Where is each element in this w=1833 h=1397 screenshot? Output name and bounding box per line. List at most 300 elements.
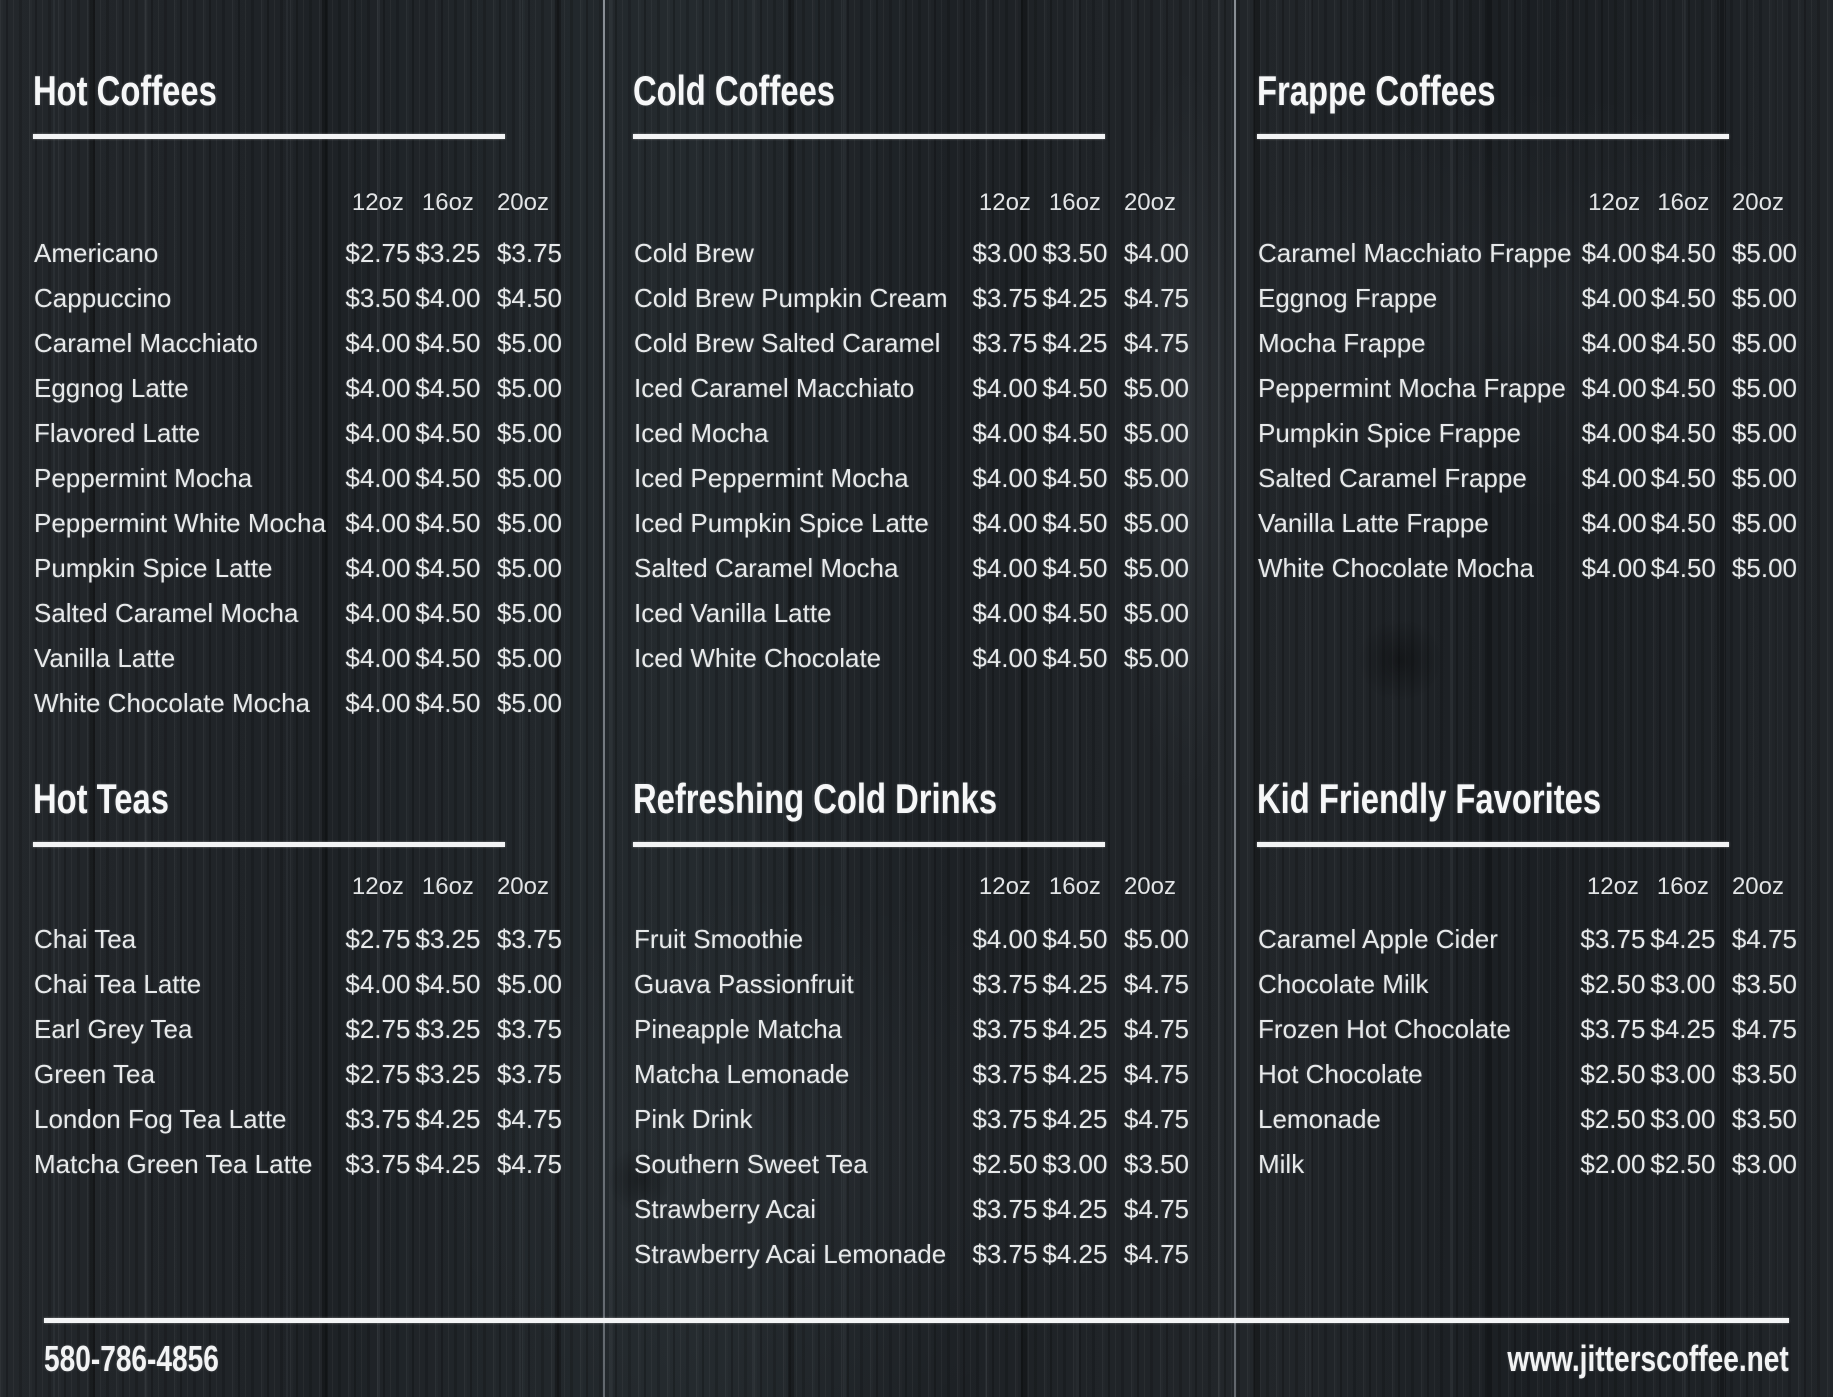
item-price-12oz: $4.00 [972, 373, 1038, 403]
website-url: www.jitterscoffee.net [1507, 1338, 1789, 1379]
item-price-12oz: $4.00 [345, 328, 411, 358]
item-price-20oz: $5.00 [496, 553, 562, 583]
item-price-20oz: $4.75 [1731, 924, 1797, 954]
item-price-16oz: $3.00 [1650, 969, 1716, 999]
item-price-12oz: $2.50 [972, 1149, 1038, 1179]
item-price-20oz: $5.00 [1123, 418, 1189, 448]
section-title: Cold Coffees [633, 67, 836, 114]
item-name: Lemonade [1258, 1104, 1381, 1134]
item-price-12oz: $4.00 [1581, 238, 1647, 268]
item-price-12oz: $4.00 [972, 924, 1038, 954]
item-price-16oz: $4.25 [415, 1104, 481, 1134]
menu-item-row [33, 1142, 563, 1187]
item-price-20oz: $3.50 [1123, 1149, 1189, 1179]
item-name: Matcha Green Tea Latte [34, 1149, 313, 1179]
item-name: Cappuccino [34, 283, 172, 313]
phone-number: 580-786-4856 [44, 1338, 219, 1379]
item-price-12oz: $2.00 [1580, 1149, 1646, 1179]
item-name: Cold Brew Salted Caramel [634, 328, 941, 358]
item-name: Eggnog Frappe [1258, 283, 1438, 313]
item-price-20oz: $5.00 [496, 969, 562, 999]
item-price-16oz: $4.00 [415, 283, 481, 313]
item-name: Southern Sweet Tea [634, 1149, 868, 1179]
item-name: Chai Tea [34, 924, 137, 954]
item-price-20oz: $3.00 [1731, 1149, 1797, 1179]
item-price-16oz: $4.50 [415, 508, 481, 538]
item-name: White Chocolate Mocha [1258, 553, 1535, 583]
item-price-12oz: $3.75 [972, 1104, 1038, 1134]
item-name: Cold Brew [634, 238, 754, 268]
item-price-20oz: $5.00 [496, 463, 562, 493]
item-price-20oz: $3.75 [496, 238, 562, 268]
item-price-12oz: $4.00 [1581, 283, 1647, 313]
item-name: Earl Grey Tea [34, 1014, 193, 1044]
item-price-20oz: $4.00 [1123, 238, 1189, 268]
section-frappe-coffees [1257, 67, 1798, 591]
menu-item-row [33, 636, 563, 681]
size-header-16oz: 16oz [1048, 873, 1101, 900]
item-price-20oz: $5.00 [496, 508, 562, 538]
size-header-16oz: 16oz [1656, 873, 1709, 900]
size-header-16oz: 16oz [1048, 189, 1101, 216]
item-price-16oz: $4.50 [415, 418, 481, 448]
item-price-12oz: $2.75 [345, 1014, 411, 1044]
menu-item-row [1257, 276, 1798, 321]
size-header-20oz: 20oz [1731, 873, 1784, 900]
item-name: Pineapple Matcha [634, 1014, 843, 1044]
menu-item-row [633, 1232, 1190, 1277]
size-header-12oz: 12oz [978, 873, 1031, 900]
size-header-row [33, 139, 563, 231]
price-table [1257, 139, 1798, 591]
item-price-16oz: $4.50 [1042, 924, 1108, 954]
item-price-20oz: $5.00 [1731, 283, 1797, 313]
menu-item-row [633, 501, 1190, 546]
item-price-16oz: $4.50 [1042, 508, 1108, 538]
menu-item-row [1257, 321, 1798, 366]
item-price-12oz: $2.50 [1580, 1104, 1646, 1134]
column-divider [603, 0, 605, 1397]
size-header-12oz: 12oz [1588, 189, 1641, 216]
item-price-12oz: $4.00 [972, 598, 1038, 628]
item-name: Caramel Macchiato Frappe [1258, 238, 1572, 268]
size-header-20oz: 20oz [1123, 189, 1176, 216]
item-price-16oz: $4.25 [1042, 969, 1108, 999]
item-price-12oz: $4.00 [1581, 508, 1647, 538]
item-name: London Fog Tea Latte [34, 1104, 287, 1134]
item-price-20oz: $3.75 [496, 924, 562, 954]
menu-item-row [33, 1052, 563, 1097]
item-name: Iced Pumpkin Spice Latte [634, 508, 929, 538]
item-price-12oz: $3.00 [972, 238, 1038, 268]
item-price-16oz: $4.50 [415, 598, 481, 628]
item-name: Cold Brew Pumpkin Cream [634, 283, 948, 313]
menu-item-row [33, 276, 563, 321]
menu-item-row [33, 681, 563, 726]
item-name: Flavored Latte [34, 418, 201, 448]
section-cold-coffees [633, 67, 1190, 681]
item-price-20oz: $4.75 [1123, 1194, 1189, 1224]
section-title: Kid Friendly Favorites [1257, 775, 1602, 822]
item-price-16oz: $4.25 [1042, 1239, 1108, 1269]
item-price-20oz: $4.75 [1123, 1059, 1189, 1089]
item-price-12oz: $2.50 [1580, 1059, 1646, 1089]
item-price-20oz: $3.75 [496, 1059, 562, 1089]
item-price-20oz: $3.75 [496, 1014, 562, 1044]
section-title: Frappe Coffees [1257, 67, 1496, 114]
menu-item-row [633, 321, 1190, 366]
item-price-20oz: $5.00 [496, 373, 562, 403]
section-hot-coffees [33, 67, 563, 726]
item-price-16oz: $4.25 [1042, 1194, 1108, 1224]
menu-item-row [633, 636, 1190, 681]
item-price-12oz: $4.00 [972, 418, 1038, 448]
price-table [633, 847, 1190, 1277]
menu-item-row [1257, 1052, 1798, 1097]
item-price-16oz: $3.00 [1042, 1149, 1108, 1179]
item-price-16oz: $4.25 [415, 1149, 481, 1179]
item-price-20oz: $5.00 [496, 328, 562, 358]
item-price-16oz: $4.50 [415, 553, 481, 583]
item-price-20oz: $4.50 [496, 283, 562, 313]
menu-item-row [1257, 501, 1798, 546]
item-name: Hot Chocolate [1258, 1059, 1423, 1089]
item-price-20oz: $5.00 [1731, 418, 1797, 448]
item-price-16oz: $4.50 [415, 373, 481, 403]
item-price-12oz: $4.00 [972, 553, 1038, 583]
item-price-16oz: $4.50 [415, 328, 481, 358]
item-price-12oz: $4.00 [345, 643, 411, 673]
item-price-12oz: $3.75 [972, 328, 1038, 358]
item-price-20oz: $3.50 [1731, 969, 1797, 999]
size-header-20oz: 20oz [1731, 189, 1784, 216]
item-price-12oz: $3.75 [972, 1059, 1038, 1089]
item-price-12oz: $2.75 [345, 238, 411, 268]
item-price-20oz: $5.00 [496, 643, 562, 673]
item-price-12oz: $4.00 [345, 418, 411, 448]
footer-row [44, 1339, 1789, 1379]
item-price-12oz: $3.75 [972, 969, 1038, 999]
menu-item-row [633, 591, 1190, 636]
item-name: Vanilla Latte Frappe [1258, 508, 1489, 538]
item-name: Matcha Lemonade [634, 1059, 850, 1089]
menu-item-row [33, 321, 563, 366]
section-title: Hot Teas [33, 775, 169, 822]
item-price-16oz: $2.50 [1650, 1149, 1716, 1179]
item-price-12oz: $4.00 [345, 463, 411, 493]
item-price-20oz: $5.00 [1731, 373, 1797, 403]
item-price-20oz: $5.00 [1123, 924, 1189, 954]
menu-item-row [1257, 231, 1798, 276]
item-name: Pumpkin Spice Latte [34, 553, 273, 583]
item-price-12oz: $3.75 [972, 1194, 1038, 1224]
menu-item-row [633, 1097, 1190, 1142]
item-price-20oz: $4.75 [1123, 969, 1189, 999]
menu-item-row [1257, 1142, 1798, 1187]
menu-item-row [633, 917, 1190, 962]
item-price-16oz: $4.50 [1650, 553, 1716, 583]
item-price-20oz: $5.00 [496, 688, 562, 718]
menu-item-row [1257, 546, 1798, 591]
menu-item-row [33, 456, 563, 501]
item-price-12oz: $4.00 [345, 508, 411, 538]
item-price-16oz: $4.25 [1042, 283, 1108, 313]
item-price-20oz: $5.00 [1123, 553, 1189, 583]
item-price-12oz: $4.00 [345, 373, 411, 403]
item-price-12oz: $2.50 [1580, 969, 1646, 999]
item-price-16oz: $4.50 [415, 688, 481, 718]
item-name: Pumpkin Spice Frappe [1258, 418, 1522, 448]
item-name: Mocha Frappe [1258, 328, 1426, 358]
menu-item-row [633, 276, 1190, 321]
item-price-16oz: $4.25 [1042, 328, 1108, 358]
item-price-20oz: $3.50 [1731, 1059, 1797, 1089]
size-header-spacer [33, 847, 343, 917]
item-price-16oz: $4.50 [1650, 508, 1716, 538]
item-price-20oz: $4.75 [1123, 328, 1189, 358]
item-price-12oz: $3.75 [1580, 1014, 1646, 1044]
menu-item-row [1257, 1097, 1798, 1142]
item-name: Caramel Macchiato [34, 328, 258, 358]
item-price-20oz: $5.00 [1731, 463, 1797, 493]
item-price-16oz: $4.50 [1650, 238, 1716, 268]
item-price-20oz: $5.00 [1731, 238, 1797, 268]
section-title: Hot Coffees [33, 67, 217, 114]
item-name: Vanilla Latte [34, 643, 176, 673]
size-header-spacer [1257, 847, 1578, 917]
size-header-16oz: 16oz [421, 189, 474, 216]
item-price-12oz: $3.75 [345, 1149, 411, 1179]
menu-item-row [1257, 962, 1798, 1007]
item-price-16oz: $4.25 [1650, 924, 1716, 954]
item-price-16oz: $3.25 [415, 924, 481, 954]
item-price-12oz: $3.75 [1580, 924, 1646, 954]
item-price-16oz: $3.50 [1042, 238, 1108, 268]
item-price-20oz: $4.75 [496, 1149, 562, 1179]
item-price-16oz: $4.50 [1042, 373, 1108, 403]
item-price-20oz: $5.00 [1731, 508, 1797, 538]
item-price-12oz: $4.00 [972, 643, 1038, 673]
section-hot-teas [33, 775, 563, 1187]
menu-item-row [633, 231, 1190, 276]
item-price-12oz: $4.00 [345, 688, 411, 718]
item-price-20oz: $4.75 [1123, 283, 1189, 313]
size-header-row [1257, 847, 1798, 917]
menu-item-row [1257, 456, 1798, 501]
menu-item-row [1257, 1007, 1798, 1052]
menu-item-row [633, 962, 1190, 1007]
size-header-spacer [633, 139, 970, 231]
item-price-12oz: $3.75 [972, 283, 1038, 313]
menu-item-row [33, 591, 563, 636]
item-price-16oz: $3.25 [415, 238, 481, 268]
menu-item-row [1257, 366, 1798, 411]
item-price-16oz: $4.50 [1042, 553, 1108, 583]
item-price-20oz: $5.00 [496, 598, 562, 628]
item-price-16oz: $3.00 [1650, 1059, 1716, 1089]
item-name: Pink Drink [634, 1104, 753, 1134]
item-price-12oz: $4.00 [1581, 328, 1647, 358]
item-name: Fruit Smoothie [634, 924, 804, 954]
item-name: White Chocolate Mocha [34, 688, 311, 718]
item-name: Iced White Chocolate [634, 643, 882, 673]
item-price-12oz: $4.00 [345, 969, 411, 999]
item-name: Caramel Apple Cider [1258, 924, 1498, 954]
item-price-16oz: $4.50 [1650, 418, 1716, 448]
size-header-row [633, 139, 1190, 231]
item-name: Iced Caramel Macchiato [634, 373, 915, 403]
item-price-20oz: $5.00 [1123, 373, 1189, 403]
item-name: Frozen Hot Chocolate [1258, 1014, 1511, 1044]
size-header-spacer [1257, 139, 1580, 231]
size-header-row [33, 847, 563, 917]
price-table [1257, 847, 1798, 1187]
menu-item-row [633, 1007, 1190, 1052]
footer [44, 1318, 1789, 1379]
item-price-12oz: $4.00 [1581, 553, 1647, 583]
item-price-12oz: $4.00 [972, 508, 1038, 538]
item-price-12oz: $4.00 [972, 463, 1038, 493]
item-name: Strawberry Acai Lemonade [634, 1239, 947, 1269]
menu-item-row [633, 1052, 1190, 1097]
item-name: Guava Passionfruit [634, 969, 854, 999]
item-price-20oz: $4.75 [1123, 1014, 1189, 1044]
item-name: Salted Caramel Mocha [634, 553, 899, 583]
item-price-16oz: $3.00 [1650, 1104, 1716, 1134]
item-name: Chai Tea Latte [34, 969, 202, 999]
menu-item-row [33, 1007, 563, 1052]
size-header-20oz: 20oz [1123, 873, 1176, 900]
item-price-16oz: $4.50 [1042, 463, 1108, 493]
item-price-20oz: $4.75 [1731, 1014, 1797, 1044]
item-price-16oz: $4.50 [415, 643, 481, 673]
item-price-12oz: $3.75 [972, 1014, 1038, 1044]
item-name: Green Tea [34, 1059, 155, 1089]
item-price-12oz: $4.00 [1581, 463, 1647, 493]
item-price-16oz: $3.25 [415, 1059, 481, 1089]
item-name: Iced Vanilla Latte [634, 598, 832, 628]
menu-item-row [1257, 917, 1798, 962]
size-header-row [1257, 139, 1798, 231]
item-price-16oz: $4.50 [1042, 418, 1108, 448]
menu-item-row [633, 546, 1190, 591]
item-price-12oz: $2.75 [345, 924, 411, 954]
menu-item-row [633, 1187, 1190, 1232]
item-price-20oz: $5.00 [1123, 463, 1189, 493]
price-table [33, 139, 563, 726]
item-price-16oz: $4.50 [415, 969, 481, 999]
menu-item-row [33, 1097, 563, 1142]
item-name: Strawberry Acai [634, 1194, 817, 1224]
item-price-16oz: $4.50 [415, 463, 481, 493]
item-price-20oz: $3.50 [1731, 1104, 1797, 1134]
menu-item-row [1257, 411, 1798, 456]
footer-rule [44, 1318, 1789, 1323]
size-header-20oz: 20oz [496, 189, 549, 216]
item-name: Milk [1258, 1149, 1305, 1179]
item-name: Salted Caramel Frappe [1258, 463, 1527, 493]
item-price-12oz: $4.00 [1581, 373, 1647, 403]
item-price-16oz: $3.25 [415, 1014, 481, 1044]
item-price-12oz: $2.75 [345, 1059, 411, 1089]
item-price-16oz: $4.25 [1042, 1104, 1108, 1134]
item-price-12oz: $3.75 [972, 1239, 1038, 1269]
size-header-12oz: 12oz [1586, 873, 1639, 900]
item-price-12oz: $4.00 [345, 553, 411, 583]
item-price-20oz: $5.00 [496, 418, 562, 448]
item-name: Peppermint Mocha Frappe [1258, 373, 1566, 403]
section-refreshing-cold-drinks [633, 775, 1190, 1277]
item-name: Peppermint White Mocha [34, 508, 326, 538]
item-price-12oz: $4.00 [345, 598, 411, 628]
item-price-20oz: $4.75 [496, 1104, 562, 1134]
item-name: Peppermint Mocha [34, 463, 253, 493]
price-table [33, 847, 563, 1187]
price-table [633, 139, 1190, 681]
item-price-16oz: $4.25 [1042, 1059, 1108, 1089]
item-price-20oz: $5.00 [1731, 328, 1797, 358]
item-price-12oz: $3.50 [345, 283, 411, 313]
menu-item-row [33, 366, 563, 411]
item-price-20oz: $5.00 [1731, 553, 1797, 583]
size-header-12oz: 12oz [351, 189, 404, 216]
item-price-20oz: $5.00 [1123, 598, 1189, 628]
size-header-12oz: 12oz [978, 189, 1031, 216]
item-price-20oz: $5.00 [1123, 643, 1189, 673]
size-header-20oz: 20oz [496, 873, 549, 900]
menu-item-row [33, 917, 563, 962]
item-name: Iced Peppermint Mocha [634, 463, 909, 493]
item-price-12oz: $4.00 [1581, 418, 1647, 448]
item-name: Salted Caramel Mocha [34, 598, 299, 628]
item-price-16oz: $4.25 [1650, 1014, 1716, 1044]
item-price-16oz: $4.50 [1042, 598, 1108, 628]
item-name: Eggnog Latte [34, 373, 189, 403]
menu-item-row [633, 366, 1190, 411]
item-price-20oz: $4.75 [1123, 1104, 1189, 1134]
menu-item-row [633, 411, 1190, 456]
section-kid-friendly-favorites [1257, 775, 1798, 1187]
menu-item-row [33, 546, 563, 591]
item-price-20oz: $4.75 [1123, 1239, 1189, 1269]
item-name: Iced Mocha [634, 418, 769, 448]
size-header-spacer [633, 847, 970, 917]
item-price-16oz: $4.50 [1650, 463, 1716, 493]
section-title: Refreshing Cold Drinks [633, 775, 998, 822]
item-name: Chocolate Milk [1258, 969, 1429, 999]
item-name: Americano [34, 238, 159, 268]
size-header-12oz: 12oz [351, 873, 404, 900]
item-price-16oz: $4.50 [1650, 328, 1716, 358]
menu-item-row [33, 962, 563, 1007]
item-price-20oz: $5.00 [1123, 508, 1189, 538]
size-header-row [633, 847, 1190, 917]
menu-item-row [633, 1142, 1190, 1187]
size-header-16oz: 16oz [421, 873, 474, 900]
item-price-16oz: $4.25 [1042, 1014, 1108, 1044]
menu-item-row [33, 231, 563, 276]
item-price-16oz: $4.50 [1650, 373, 1716, 403]
item-price-16oz: $4.50 [1042, 643, 1108, 673]
item-price-12oz: $3.75 [345, 1104, 411, 1134]
size-header-16oz: 16oz [1657, 189, 1710, 216]
item-price-16oz: $4.50 [1650, 283, 1716, 313]
menu-item-row [633, 456, 1190, 501]
menu-item-row [33, 411, 563, 456]
size-header-spacer [33, 139, 343, 231]
column-divider [1234, 0, 1236, 1397]
menu-item-row [33, 501, 563, 546]
